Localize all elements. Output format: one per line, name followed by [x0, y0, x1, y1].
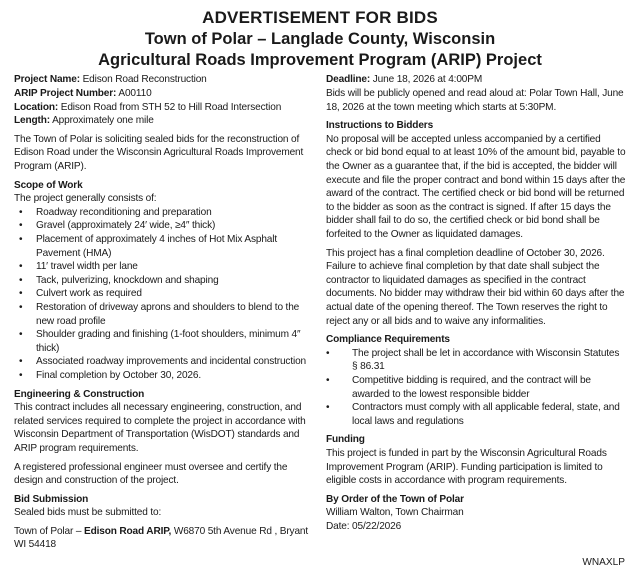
bid-submission-heading: Bid Submission: [14, 493, 89, 505]
list-item: • Associated roadway improvements and incidental construction: [14, 355, 312, 369]
length-label: Length:: [14, 115, 50, 127]
instructions-paragraph-1: No proposal will be accepted unless accompanied by a certified check or bid bond equal to at least 10% of the amount bid, payable to the Owner as a guarantee that, if the bid is accepted, the bidder will execute and file the proper contract and bond within 15 days after the award of the contract. The certified check or bid bond will be returned to the bidder as soon as the contract is signed. If after 15 days the bidder shall fail to do so, the certified check or bid bond shall be forfeited to the Owner as liquidated damages.: [326, 133, 626, 241]
ad-header: [14, 8, 626, 69]
deadline-line: [326, 73, 626, 87]
bid-address-bold: Edison Road ARIP,: [83, 525, 172, 537]
list-item: • Shoulder grading and finishing (1-foot shoulders, minimum 4″ thick): [14, 328, 312, 355]
engineering-heading: Engineering & Construction: [14, 388, 145, 400]
project-name-value: Edison Road Reconstruction: [82, 74, 207, 86]
left-column: [14, 73, 312, 552]
list-item: • Final completion by October 30, 2026.: [14, 369, 312, 383]
list-item: • Tack, pulverizing, knockdown and shaping: [14, 274, 312, 288]
scope-heading: Scope of Work: [14, 179, 83, 191]
funding-paragraph: This project is funded in part by the Wisconsin Agricultural Roads Improvement Program (ARIP). Funding participation is limited to eligible costs in accordance with program requirements.: [326, 447, 607, 487]
list-item: • Competitive bidding is required, and the contract will be awarded to the lowest responsible bidder: [326, 374, 626, 401]
bid-address: [14, 525, 312, 552]
location-label: Location:: [14, 101, 59, 113]
project-name-label: Project Name:: [14, 74, 80, 86]
instructions-paragraph-2: This project has a final completion deadline of October 30, 2026. Failure to achieve final completion by that date shall subject the contractor to liquidated damages as specified in the contract documents. No bidder may withdraw their bid within 60 days after the actual date of the opening thereof. The Town reserves the right to reject any or all bids and to waive any informalities.: [326, 247, 625, 327]
engineering-paragraph-1: This contract includes all necessary engineering, construction, and related services required to complete the project in accordance with Wisconsin Department of Transportation (WisDOT) standards and ARIP program requirements.: [14, 402, 306, 454]
instructions-heading: Instructions to Bidders: [326, 120, 434, 132]
list-item: • The project shall be let in accordance with Wisconsin Statutes § 86.31: [326, 347, 626, 374]
scope-list: [14, 206, 312, 383]
length-line: [14, 114, 312, 128]
bid-address-prefix: Town of Polar –: [14, 525, 82, 537]
arip-number-label: ARIP Project Number:: [14, 88, 117, 100]
signer: William Walton, Town Chairman: [326, 507, 464, 519]
bid-submission-paragraph: Sealed bids must be submitted to:: [14, 507, 162, 519]
scope-intro: The project generally consists of:: [14, 193, 157, 205]
project-name-line: [14, 73, 312, 87]
bid-address-rest: W6870 5th Avenue Rd , Bryant WI 54418: [14, 525, 309, 551]
ad-subtitle-town: Town of Polar – Langlade County, Wisconsin: [144, 29, 496, 48]
list-item: • Placement of approximately 4 inches of Hot Mix Asphalt Pavement (HMA): [14, 233, 312, 260]
arip-number-line: [14, 87, 312, 101]
deadline-value: June 18, 2026 at 4:00PM: [372, 74, 483, 86]
location-value: Edison Road from STH 52 to Hill Road Intersection: [60, 101, 282, 113]
publication-code: WNAXLP: [582, 557, 625, 568]
location-line: [14, 101, 312, 115]
list-item: • Culvert work as required: [14, 287, 312, 301]
length-value: Approximately one mile: [52, 115, 154, 127]
right-column: [326, 73, 626, 552]
arip-number-value: A00110: [118, 88, 152, 100]
bid-opening-paragraph: Bids will be publicly opened and read aloud at: Polar Town Hall, June 18, 2026 at the town meeting which starts at 5:30PM.: [326, 88, 624, 113]
engineering-paragraph-2: A registered professional engineer must oversee and certify the design and construction of the project.: [14, 461, 288, 487]
ad-title: ADVERTISEMENT FOR BIDS: [202, 8, 438, 27]
compliance-heading: Compliance Requirements: [326, 334, 450, 346]
order-heading: By Order of the Town of Polar: [326, 493, 464, 505]
list-item: • Contractors must comply with all applicable federal, state, and local laws and regulations: [326, 401, 626, 428]
funding-heading: Funding: [326, 434, 365, 446]
ad-columns: [14, 73, 626, 552]
list-item: • Restoration of driveway aprons and shoulders to blend to the new road profile: [14, 301, 312, 328]
list-item: • Gravel (approximately 24′ wide, ≥4″ thick): [14, 219, 312, 233]
ad-subtitle-program: Agricultural Roads Improvement Program (ARIP) Project: [98, 50, 542, 69]
compliance-list: [326, 347, 626, 429]
list-item: • Roadway reconditioning and preparation: [14, 206, 312, 220]
deadline-label: Deadline:: [326, 74, 371, 86]
intro-paragraph: The Town of Polar is soliciting sealed bids for the reconstruction of Edison Road under the Wisconsin Agricultural Roads Improvement Program (ARIP).: [14, 133, 304, 173]
signature-date: Date: 05/22/2026: [326, 520, 402, 532]
list-item: • 11′ travel width per lane: [14, 260, 312, 274]
